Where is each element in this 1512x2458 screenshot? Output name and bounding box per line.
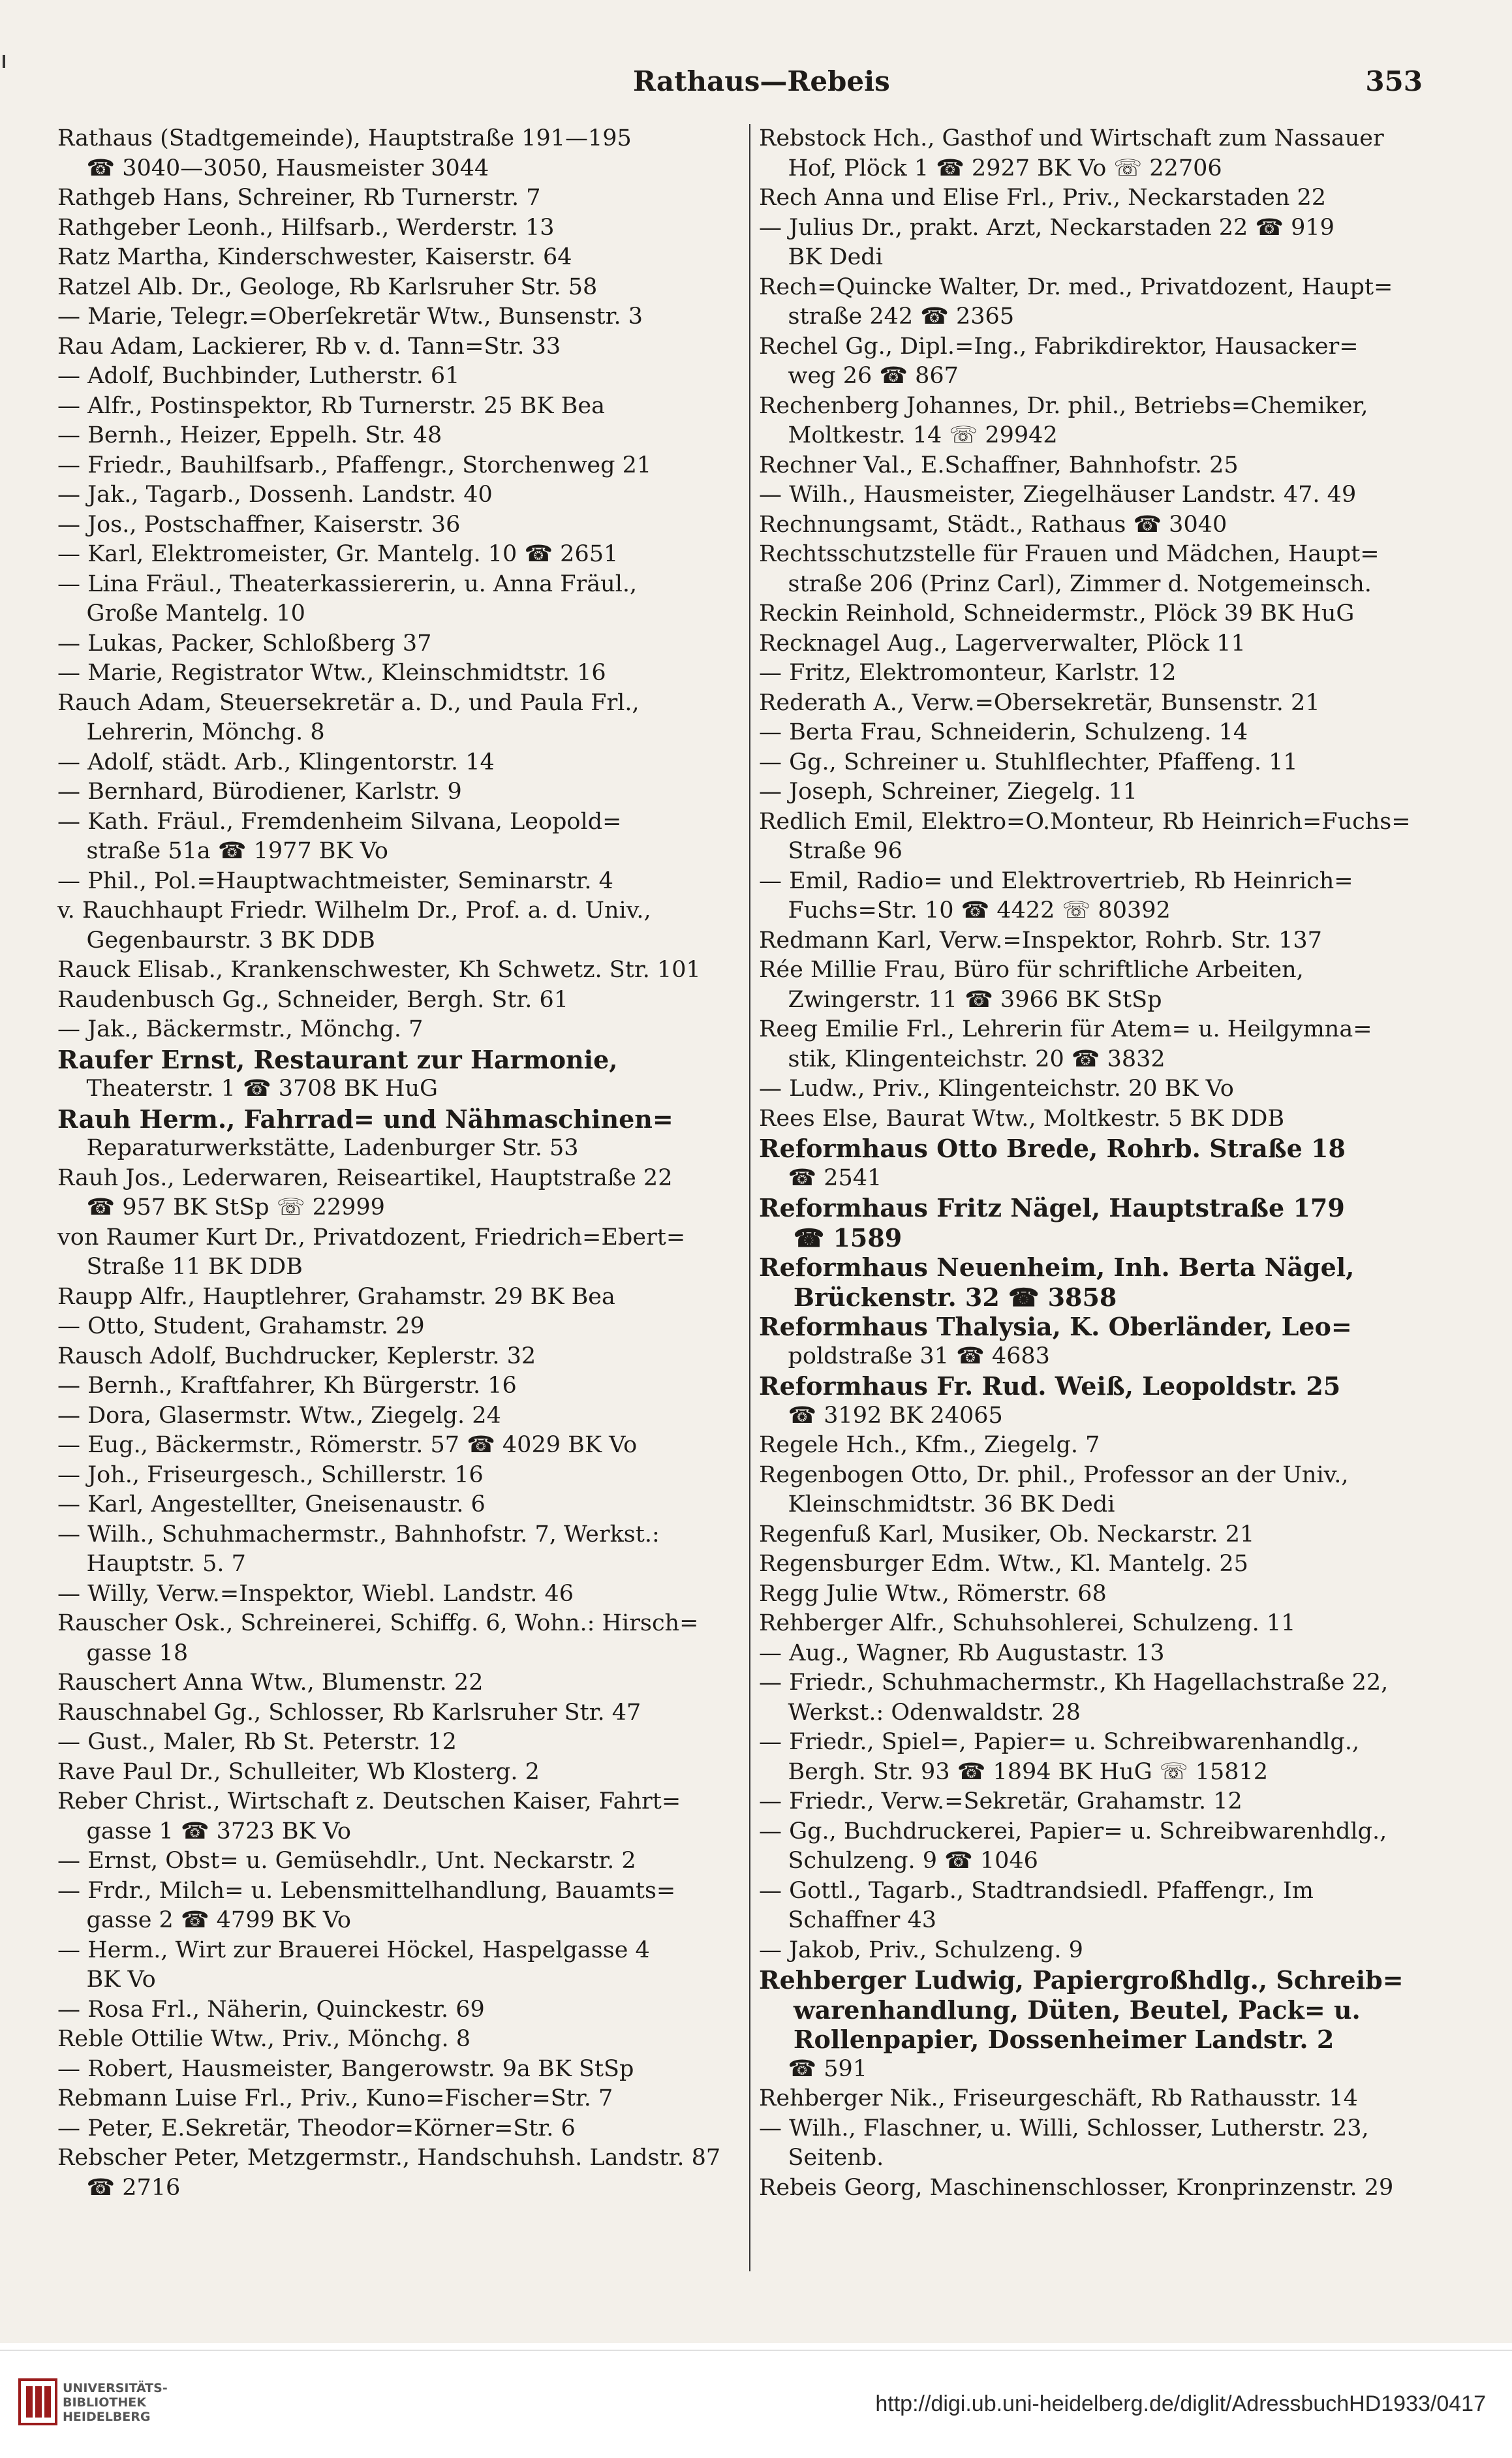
directory-entry-line: Ratzel Alb. Dr., Geologe, Rb Karlsruher Str. 58 xyxy=(57,273,598,300)
directory-entry-line: — Wilh., Hausmeister, Ziegelhäuser Landstr. 47. 49 xyxy=(759,482,1357,508)
directory-entry-line: — Gg., Buchdruckerei, Papier= u. Schreibwarenhdlg., xyxy=(759,1818,1387,1844)
directory-entry-line: Reformhaus Fr. Rud. Weiß, Leopoldstr. 25 xyxy=(759,1371,1341,1401)
directory-entry-line: gasse 18 xyxy=(57,1640,189,1666)
directory-entry-line: — Joseph, Schreiner, Ziegelg. 11 xyxy=(759,779,1137,805)
directory-entry-line: — Wilh., Schuhmachermstr., Bahnhofstr. 7, Werkst.: xyxy=(57,1521,660,1548)
directory-entry-line: — Adolf, städt. Arb., Klingentorstr. 14 xyxy=(57,749,495,775)
directory-entry-line: — Peter, E.Sekretär, Theodor=Körner=Str. 6 xyxy=(57,2115,576,2141)
directory-entry-line: — Wilh., Flaschner, u. Willi, Schlosser, Lutherstr. 23, xyxy=(759,2115,1369,2141)
directory-entry-line: Schaffner 43 xyxy=(759,1907,937,1933)
directory-entry-line: Moltkestr. 14 ☏ 29942 xyxy=(759,422,1058,448)
directory-entry-line: Reformhaus Neuenheim, Inh. Berta Nägel, xyxy=(759,1252,1355,1282)
directory-entry-line: — Jak., Tagarb., Dossenh. Landstr. 40 xyxy=(57,482,493,508)
directory-entry-line: — Friedr., Schuhmachermstr., Kh Hagellachstraße 22, xyxy=(759,1670,1389,1696)
directory-entry-line: Reformhaus Otto Brede, Rohrb. Straße 18 xyxy=(759,1134,1346,1163)
library-name-line1: UNIVERSITÄTS- xyxy=(63,2381,168,2395)
directory-entry-line: Rebscher Peter, Metzgermstr., Handschuhsh. Landstr. 87 xyxy=(57,2145,721,2171)
directory-entry-line: Regensburger Edm. Wtw., Kl. Mantelg. 25 xyxy=(759,1551,1248,1577)
directory-entry-line: — Willy, Verw.=Inspektor, Wiebl. Landstr. 46 xyxy=(57,1580,574,1607)
directory-entry-line: weg 26 ☎ 867 xyxy=(759,363,959,389)
directory-entry-line: — Dora, Glasermstr. Wtw., Ziegelg. 24 xyxy=(57,1402,501,1429)
left-column xyxy=(57,124,733,2203)
directory-entry-line: Reble Ottilie Wtw., Priv., Mönchg. 8 xyxy=(57,2026,471,2052)
directory-entry-line: — Lukas, Packer, Schloßberg 37 xyxy=(57,630,432,657)
directory-entry-line: Rehberger Ludwig, Papiergroßhdlg., Schreib= xyxy=(759,1965,1404,1995)
directory-entry-line: Rechnungsamt, Städt., Rathaus ☎ 3040 xyxy=(759,511,1227,538)
directory-entry-line: Raufer Ernst, Restaurant zur Harmonie, xyxy=(57,1044,618,1074)
directory-entry-line: Brückenstr. 32 ☎ 3858 xyxy=(759,1282,1117,1312)
directory-entry-line: Rave Paul Dr., Schulleiter, Wb Klosterg. 2 xyxy=(57,1758,540,1785)
directory-entry-line: Redmann Karl, Verw.=Inspektor, Rohrb. Str. 137 xyxy=(759,927,1322,954)
directory-entry-line: Fuchs=Str. 10 ☎ 4422 ☏ 80392 xyxy=(759,897,1171,924)
directory-entry-line: Rau Adam, Lackierer, Rb v. d. Tann=Str. 33 xyxy=(57,333,561,360)
library-name-line2: BIBLIOTHEK xyxy=(63,2395,146,2410)
directory-entry-line: straße 206 (Prinz Carl), Zimmer d. Notgemeinsch. xyxy=(759,570,1372,597)
directory-entry-line: Große Mantelg. 10 xyxy=(57,600,305,627)
directory-entry-line: Rauck Elisab., Krankenschwester, Kh Schwetz. Str. 101 xyxy=(57,957,701,983)
directory-entry-line: Straße 96 xyxy=(759,838,903,864)
directory-entry-line: straße 51a ☎ 1977 BK Vo xyxy=(57,838,388,864)
directory-entry-line: — Frdr., Milch= u. Lebensmittelhandlung, Bauamts= xyxy=(57,1877,676,1904)
right-column xyxy=(759,124,1434,2203)
directory-entry-line: Reeg Emilie Frl., Lehrerin für Atem= u. Heilgymna= xyxy=(759,1016,1372,1042)
directory-entry-line: — Robert, Hausmeister, Bangerowstr. 9a BK StSp xyxy=(57,2055,634,2082)
directory-entry-line: poldstraße 31 ☎ 4683 xyxy=(759,1343,1050,1369)
directory-entry-line: — Marie, Registrator Wtw., Kleinschmidtstr. 16 xyxy=(57,660,606,686)
directory-entry-line: — Jakob, Priv., Schulzeng. 9 xyxy=(759,1937,1083,1963)
directory-entry-line: Reformhaus Fritz Nägel, Hauptstraße 179 xyxy=(759,1193,1345,1222)
directory-entry-line: — Lina Fräul., Theaterkassiererin, u. Anna Fräul., xyxy=(57,570,638,597)
directory-entry-line: — Emil, Radio= und Elektrovertrieb, Rb Heinrich= xyxy=(759,867,1353,894)
directory-entry-line: Schulzeng. 9 ☎ 1046 xyxy=(759,1848,1038,1874)
directory-entry-line: Recknagel Aug., Lagerverwalter, Plöck 11 xyxy=(759,630,1246,657)
directory-entry-line: — Otto, Student, Grahamstr. 29 xyxy=(57,1313,425,1339)
directory-entry-line: Rée Millie Frau, Büro für schriftliche Arbeiten, xyxy=(759,957,1304,983)
directory-entry-line: Redlich Emil, Elektro=O.Monteur, Rb Heinrich=Fuchs= xyxy=(759,808,1411,835)
directory-entry-line: v. Rauchhaupt Friedr. Wilhelm Dr., Prof. a. d. Univ., xyxy=(57,897,651,924)
directory-entry-line: — Jos., Postschaffner, Kaiserstr. 36 xyxy=(57,511,461,538)
directory-entry-line: — Bernhard, Bürodiener, Karlstr. 9 xyxy=(57,779,462,805)
directory-entry-line: Zwingerstr. 11 ☎ 3966 BK StSp xyxy=(759,986,1162,1013)
directory-entry-line: — Friedr., Verw.=Sekretär, Grahamstr. 12 xyxy=(759,1788,1242,1814)
directory-entry-line: Rehberger Alfr., Schuhsohlerei, Schulzeng. 11 xyxy=(759,1610,1296,1636)
directory-entry-line: Rebmann Luise Frl., Priv., Kuno=Fischer=Str. 7 xyxy=(57,2085,613,2111)
directory-entry-line: Seitenb. xyxy=(759,2145,884,2171)
directory-entry-line: straße 242 ☎ 2365 xyxy=(759,303,1015,330)
directory-entry-line: ☎ 3192 BK 24065 xyxy=(759,1402,1003,1429)
directory-entry-line: Rauscher Osk., Schreinerei, Schiffg. 6, Wohn.: Hirsch= xyxy=(57,1610,699,1636)
viewer-footer xyxy=(0,2350,1512,2458)
directory-entry-line: Reckin Reinhold, Schneidermstr., Plöck 39 BK HuG xyxy=(759,600,1355,627)
directory-entry-line: Hauptstr. 5. 7 xyxy=(57,1551,246,1577)
directory-entry-line: — Phil., Pol.=Hauptwachtmeister, Seminarstr. 4 xyxy=(57,867,613,894)
directory-entry-line: Hof, Plöck 1 ☎ 2927 BK Vo ☏ 22706 xyxy=(759,155,1222,181)
directory-entry-line: — Marie, Telegr.=Oberſekretär Wtw., Bunsenstr. 3 xyxy=(57,303,643,330)
directory-entry-line: Raudenbusch Gg., Schneider, Bergh. Str. 61 xyxy=(57,986,569,1013)
directory-entry-line: Rathaus (Stadtgemeinde), Hauptstraße 191—195 xyxy=(57,125,632,151)
directory-entry-line: ☎ 2541 xyxy=(759,1164,882,1191)
library-name xyxy=(63,2381,168,2424)
directory-entry-line: gasse 1 ☎ 3723 BK Vo xyxy=(57,1818,351,1844)
directory-entry-line: ☎ 3040—3050, Hausmeister 3044 xyxy=(57,155,489,181)
directory-entry-line: Rausch Adolf, Buchdrucker, Keplerstr. 32 xyxy=(57,1343,536,1369)
directory-entry-line: — Adolf, Buchbinder, Lutherstr. 61 xyxy=(57,363,460,389)
directory-entry-line: Theaterstr. 1 ☎ 3708 BK HuG xyxy=(57,1076,438,1102)
directory-entry-line: Rechner Val., E.Schaffner, Bahnhofstr. 25 xyxy=(759,452,1239,478)
directory-entry-line: Reformhaus Thalysia, K. Oberländer, Leo= xyxy=(759,1312,1352,1341)
directory-entry-line: gasse 2 ☎ 4799 BK Vo xyxy=(57,1907,351,1933)
directory-entry-line: Bergh. Str. 93 ☎ 1894 BK HuG ☏ 15812 xyxy=(759,1758,1269,1785)
directory-entry-line: — Joh., Friseurgesch., Schillerstr. 16 xyxy=(57,1461,484,1488)
directory-entry-line: Rauschnabel Gg., Schlosser, Rb Karlsruher Str. 47 xyxy=(57,1699,641,1726)
directory-entry-line: — Aug., Wagner, Rb Augustastr. 13 xyxy=(759,1640,1165,1666)
directory-entry-line: Rathgeb Hans, Schreiner, Rb Turnerstr. 7 xyxy=(57,185,541,211)
directory-entry-line: Rauh Jos., Lederwaren, Reiseartikel, Hauptstraße 22 xyxy=(57,1164,673,1191)
page-header xyxy=(59,65,1436,104)
directory-entry-line: ☎ 1589 xyxy=(759,1222,903,1252)
directory-entry-line: Rees Else, Baurat Wtw., Moltkestr. 5 BK DDB xyxy=(759,1105,1285,1132)
directory-entry-line: — Karl, Angestellter, Gneisenaustr. 6 xyxy=(57,1491,486,1517)
directory-entry-line: Rederath A., Verw.=Obersekretär, Bunsenstr. 21 xyxy=(759,689,1320,716)
directory-entry-line: Rechenberg Johannes, Dr. phil., Betriebs=Chemiker, xyxy=(759,392,1368,419)
directory-entry-line: — Bernh., Kraftfahrer, Kh Bürgerstr. 16 xyxy=(57,1373,517,1399)
directory-entry-line: — Alfr., Postinspektor, Rb Turnerstr. 25 BK Bea xyxy=(57,392,605,419)
directory-entry-line: Regenfuß Karl, Musiker, Ob. Neckarstr. 21 xyxy=(759,1521,1255,1548)
running-title: Rathaus—Rebeis xyxy=(633,65,890,97)
source-url-link[interactable]: http://digi.ub.uni-heidelberg.de/diglit/AdressbuchHD1933/0417 xyxy=(875,2391,1486,2416)
directory-entry-line: — Gg., Schreiner u. Stuhlflechter, Pfaffeng. 11 xyxy=(759,749,1298,775)
directory-entry-line: Rauch Adam, Steuersekretär a. D., und Paula Frl., xyxy=(57,689,640,716)
library-logo-icon xyxy=(18,2377,57,2427)
directory-entry-line: — Eug., Bäckermstr., Römerstr. 57 ☎ 4029 BK Vo xyxy=(57,1432,638,1458)
directory-entry-line: — Friedr., Spiel=, Papier= u. Schreibwarenhandlg., xyxy=(759,1729,1360,1755)
directory-entry-line: Rollenpapier, Dossenheimer Landstr. 2 xyxy=(759,2025,1335,2054)
directory-entry-line: Rauh Herm., Fahrrad= und Nähmaschinen= xyxy=(57,1104,673,1134)
directory-entry-line: ☎ 591 xyxy=(759,2055,868,2082)
left-margin-mark xyxy=(3,55,5,68)
directory-entry-line: von Raumer Kurt Dr., Privatdozent, Friedrich=Ebert= xyxy=(57,1224,686,1251)
directory-entry-line: Ratz Martha, Kinderschwester, Kaiserstr. 64 xyxy=(57,244,572,270)
directory-entry-line: — Jak., Bäckermstr., Mönchg. 7 xyxy=(57,1016,424,1042)
directory-entry-line: Werkst.: Odenwaldstr. 28 xyxy=(759,1699,1081,1726)
page-number: 353 xyxy=(1365,65,1423,97)
directory-entry-line: — Gust., Maler, Rb St. Peterstr. 12 xyxy=(57,1729,457,1755)
directory-entry-line: Straße 11 BK DDB xyxy=(57,1254,303,1280)
directory-entry-line: Rech Anna und Elise Frl., Priv., Neckarstaden 22 xyxy=(759,185,1327,211)
directory-entry-line: Regele Hch., Kfm., Ziegelg. 7 xyxy=(759,1432,1100,1458)
directory-entry-line: Regg Julie Wtw., Römerstr. 68 xyxy=(759,1580,1107,1607)
directory-entry-line: Rech=Quincke Walter, Dr. med., Privatdozent, Haupt= xyxy=(759,273,1393,300)
library-name-line3: HEIDELBERG xyxy=(63,2410,151,2424)
directory-entry-line: — Herm., Wirt zur Brauerei Höckel, Haspelgasse 4 xyxy=(57,1937,650,1963)
directory-entry-line: Rechel Gg., Dipl.=Ing., Fabrikdirektor, Hausacker= xyxy=(759,333,1359,360)
directory-entry-line: — Karl, Elektromeister, Gr. Mantelg. 10 ☎ 2651 xyxy=(57,541,619,567)
directory-entry-line: Regenbogen Otto, Dr. phil., Professor an der Univ., xyxy=(759,1461,1349,1488)
directory-entry-line: — Gottl., Tagarb., Stadtrandsiedl. Pfaffengr., Im xyxy=(759,1877,1314,1904)
directory-entry-line: Rathgeber Leonh., Hilfsarb., Werderstr. 13 xyxy=(57,214,555,241)
university-library-logo[interactable] xyxy=(18,2371,175,2436)
directory-entry-line: BK Dedi xyxy=(759,244,883,270)
directory-entry-line: Raupp Alfr., Hauptlehrer, Grahamstr. 29 BK Bea xyxy=(57,1283,615,1310)
directory-entry-line: — Kath. Fräul., Fremdenheim Silvana, Leopold= xyxy=(57,808,622,835)
directory-entry-line: Lehrerin, Mönchg. 8 xyxy=(57,719,325,745)
directory-entry-line: Reber Christ., Wirtschaft z. Deutschen Kaiser, Fahrt= xyxy=(57,1788,681,1814)
directory-entry-line: warenhandlung, Düten, Beutel, Pack= u. xyxy=(759,1995,1361,2025)
directory-entry-line: stik, Klingenteichstr. 20 ☎ 3832 xyxy=(759,1046,1165,1072)
directory-entry-line: Reparaturwerkstätte, Ladenburger Str. 53 xyxy=(57,1135,579,1161)
directory-entry-line: — Fritz, Elektromonteur, Karlstr. 12 xyxy=(759,660,1177,686)
directory-entry-line: ☎ 957 BK StSp ☏ 22999 xyxy=(57,1194,385,1221)
directory-entry-line: Gegenbaurstr. 3 BK DDB xyxy=(57,927,375,954)
directory-entry-line: ☎ 2716 xyxy=(57,2174,181,2201)
directory-entry-line: Rechtsschutzstelle für Frauen und Mädchen, Haupt= xyxy=(759,541,1380,567)
directory-entry-line: Rehberger Nik., Friseurgeschäft, Rb Rathausstr. 14 xyxy=(759,2085,1358,2111)
column-divider xyxy=(749,124,750,2271)
directory-entry-line: Kleinschmidtstr. 36 BK Dedi xyxy=(759,1491,1115,1517)
directory-entry-line: Rebeis Georg, Maschinenschlosser, Kronprinzenstr. 29 xyxy=(759,2174,1394,2201)
directory-entry-line: — Ludw., Priv., Klingenteichstr. 20 BK Vo xyxy=(759,1076,1234,1102)
directory-entry-line: Rebstock Hch., Gasthof und Wirtschaft zum Nassauer xyxy=(759,125,1384,151)
directory-entry-line: — Friedr., Bauhilfsarb., Pfaffengr., Storchenweg 21 xyxy=(57,452,652,478)
directory-entry-line: — Berta Frau, Schneiderin, Schulzeng. 14 xyxy=(759,719,1248,745)
directory-entry-line: — Ernst, Obst= u. Gemüsehdlr., Unt. Neckarstr. 2 xyxy=(57,1848,636,1874)
directory-entry-line: Rauschert Anna Wtw., Blumenstr. 22 xyxy=(57,1670,484,1696)
directory-entry-line: — Rosa Frl., Näherin, Quinckestr. 69 xyxy=(57,1996,485,2023)
directory-entry-line: — Julius Dr., prakt. Arzt, Neckarstaden 22 ☎ 919 xyxy=(759,214,1335,241)
directory-entry-line: — Bernh., Heizer, Eppelh. Str. 48 xyxy=(57,422,442,448)
directory-entry-line: BK Vo xyxy=(57,1967,156,1993)
